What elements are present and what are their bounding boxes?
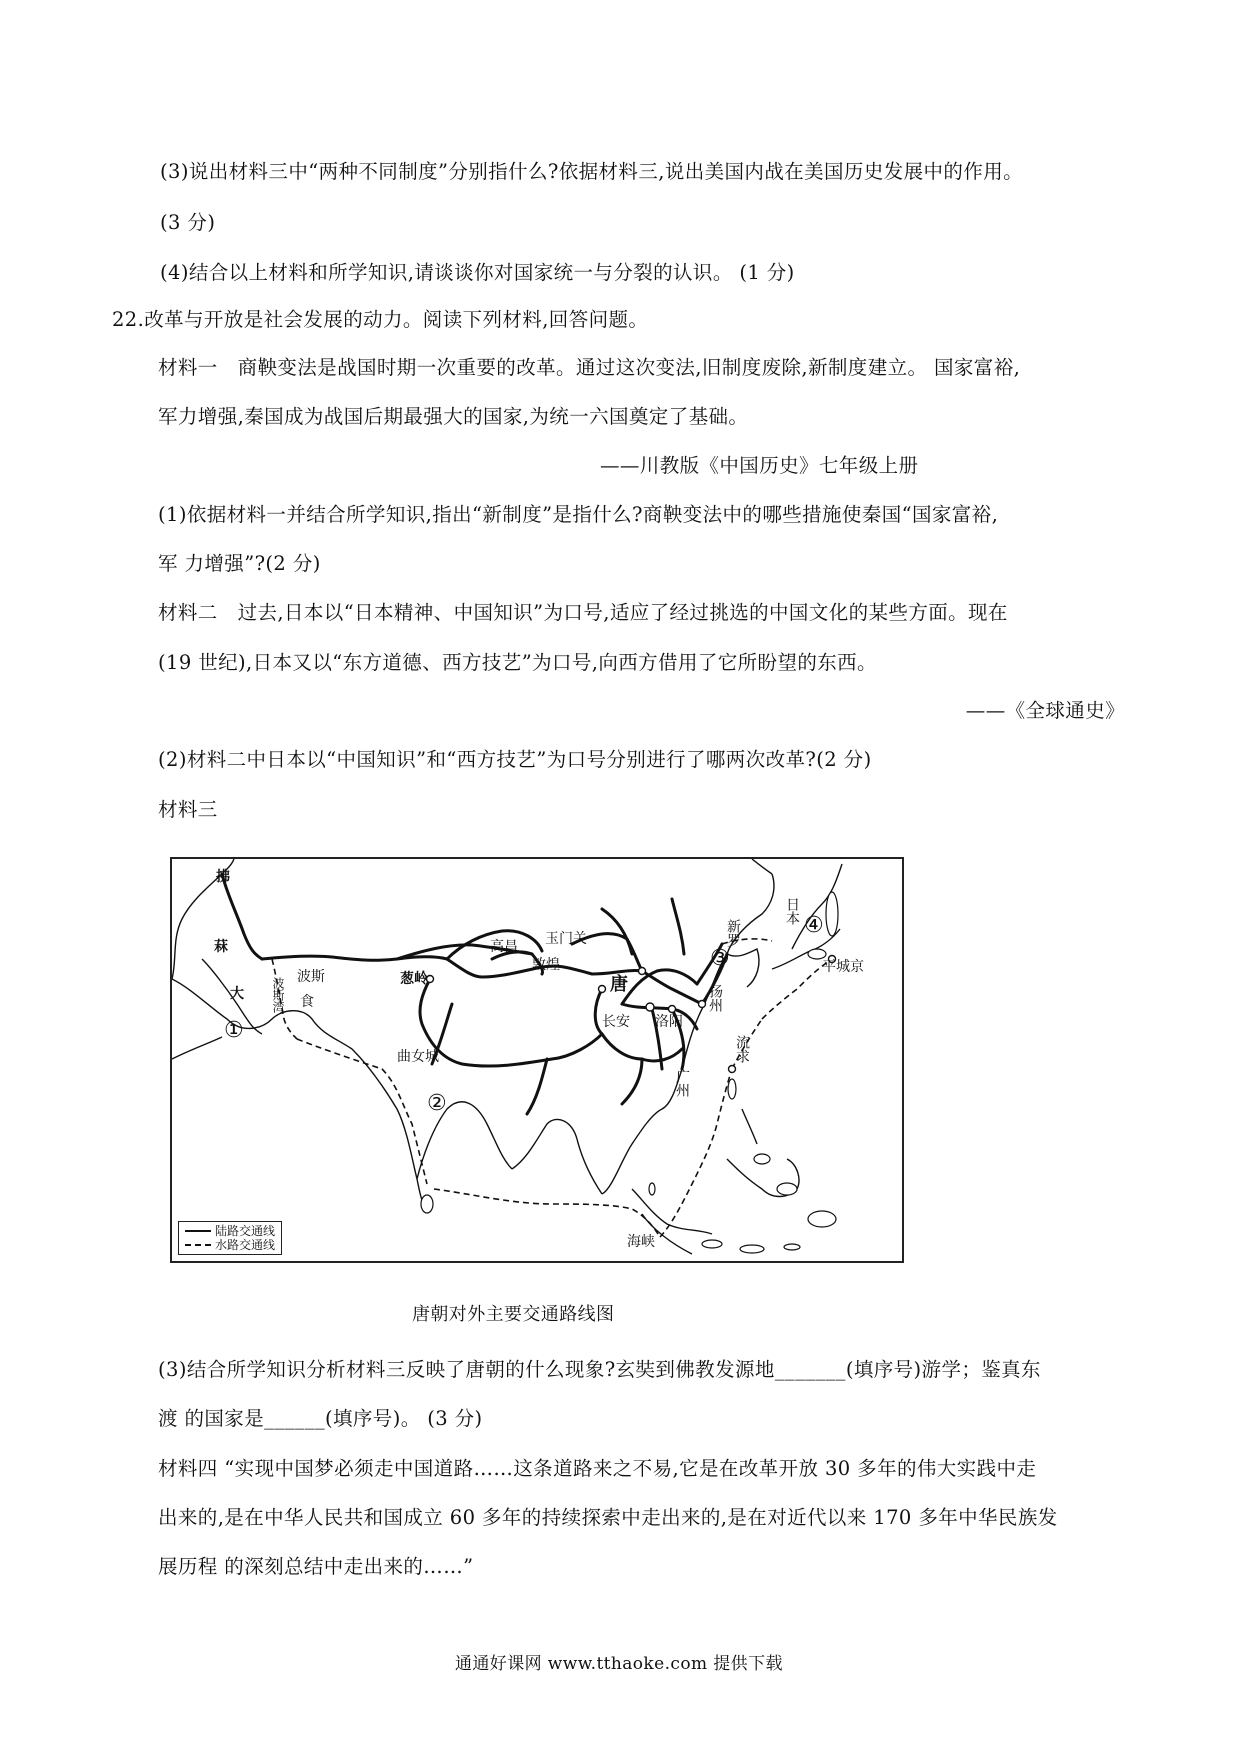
q21-3-line1: (3)说出材料三中“两种不同制度”分别指什么?依据材料三,说出美国内战在美国历史发展中的作用。 <box>160 160 1024 183</box>
q22-1-line2: 军 力增强”?(2 分) <box>158 552 321 575</box>
map-label-haixia: 海峡 <box>627 1234 655 1250</box>
material4-line2: 出来的,是在中华人民共和国成立 60 多年的持续探索中走出来的,是在对近代以来 170 多年中华民族发 <box>158 1506 1058 1529</box>
map-label-2: ② <box>427 1091 447 1116</box>
map-label-3: ③ <box>710 946 730 971</box>
map-label-guangzhou: 广州 <box>674 1069 690 1097</box>
map-label-fu: 拂 <box>216 869 230 885</box>
material1-source: ——川教版《中国历史》七年级上册 <box>600 454 919 477</box>
map-label-1: ① <box>224 1018 244 1043</box>
city-markers <box>427 956 836 1073</box>
material3-label: 材料三 <box>158 798 218 821</box>
map-label-luoyang: 洛阳 <box>655 1014 683 1030</box>
material4-line3: 展历程 的深刻总结中走出来的……” <box>158 1555 474 1578</box>
material2-line2: (19 世纪),日本又以“东方道德、西方技艺”为口号,向西方借用了它所盼望的东西。 <box>158 651 877 674</box>
material4-line1: 材料四 “实现中国梦必须走中国道路……这条道路来之不易,它是在改革开放 30 多年的伟大实践中走 <box>158 1457 1037 1480</box>
water-routes <box>272 939 832 1237</box>
map-label-pingchengjing: 平城京 <box>822 959 864 975</box>
land-routes <box>222 874 727 1114</box>
q22-3-line2: 渡 的国家是______(填序号)。 (3 分) <box>158 1407 483 1430</box>
legend-water-label: 水路交通线 <box>215 1238 276 1252</box>
page-footer: 通通好课网 www.tthaoke.com 提供下载 <box>455 1654 783 1674</box>
map-label-tang: 唐 <box>610 974 628 995</box>
map-label-riben: 日本 <box>784 897 800 925</box>
map-label-lin: 菻 <box>214 939 228 955</box>
map-label-xinluo: 新罗 <box>725 919 741 947</box>
map-label-bosi-gulf: 波斯湾 <box>271 977 285 1013</box>
material2-line1: 材料二 过去,日本以“日本精神、中国知识”为口号,适应了经过挑选的中国文化的某些方面。现在 <box>158 601 1008 624</box>
q22-3-line1: (3)结合所学知识分析材料三反映了唐朝的什么现象?玄奘到佛教发源地_______(填序号)游学；鉴真东 <box>158 1358 1041 1381</box>
map-label-changan: 长安 <box>602 1014 630 1030</box>
legend-water-line <box>185 1244 211 1246</box>
material1-line2: 军力增强,秦国成为战国后期最强大的国家,为统一六国奠定了基础。 <box>158 405 749 428</box>
legend-land-label: 陆路交通线 <box>215 1224 276 1238</box>
map-label-yumenguan: 玉门关 <box>545 931 587 947</box>
material1-line1: 材料一 商鞅变法是战国时期一次重要的改革。通过这次变法,旧制度废除,新制度建立。 国家富裕, <box>158 356 1021 379</box>
legend-land <box>185 1224 275 1238</box>
q22-1-line1: (1)依据材料一并结合所学知识,指出“新制度”是指什么?商鞅变法中的哪些措施使秦国“国家富裕, <box>158 503 999 526</box>
legend-water <box>185 1238 275 1252</box>
map-label-congling: 葱岭 <box>400 971 428 987</box>
map-label-yangzhou: 扬州 <box>707 984 723 1012</box>
map-label-dunhuang: 敦煌 <box>532 957 560 973</box>
map-legend <box>178 1221 282 1255</box>
map-label-da: 大 <box>230 986 244 1002</box>
map-label-gaochang: 高昌 <box>490 939 518 955</box>
q21-3-line2: (3 分) <box>160 211 216 234</box>
map-label-4: ④ <box>804 913 824 938</box>
q21-4: (4)结合以上材料和所学知识,请谈谈你对国家统一与分裂的认识。 (1 分) <box>160 261 795 284</box>
map-label-bosi: 波斯 <box>297 969 325 985</box>
tang-trade-routes-map <box>170 857 904 1263</box>
legend-land-line <box>185 1230 211 1232</box>
map-label-qunvcheng: 曲女城 <box>397 1049 439 1065</box>
q22-intro: 22.改革与开放是社会发展的动力。阅读下列材料,回答问题。 <box>112 308 649 331</box>
material2-source: ——《全球通史》 <box>965 699 1125 722</box>
map-caption: 唐朝对外主要交通路线图 <box>412 1304 615 1325</box>
map-label-liuqiu: 流求 <box>734 1035 750 1063</box>
q22-2: (2)材料二中日本以“中国知识”和“西方技艺”为口号分别进行了哪两次改革?(2 分) <box>158 748 872 771</box>
map-label-shi: 食 <box>300 994 314 1010</box>
